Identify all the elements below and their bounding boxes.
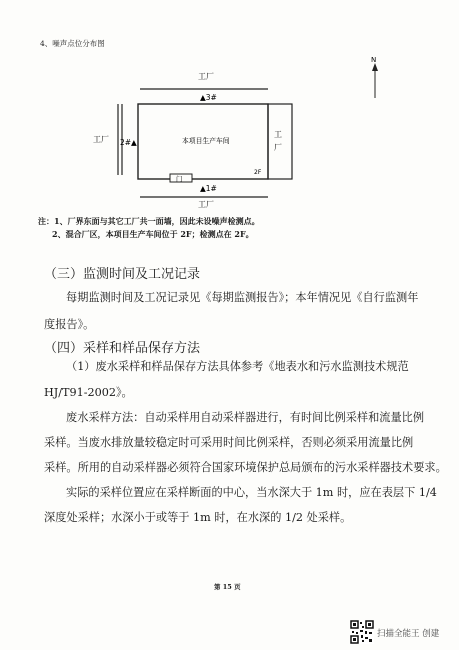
floor-2f-label: 2F <box>254 169 262 176</box>
section-3-title: （三）监测时间及工况记录 <box>44 267 201 282</box>
note-line-1: 注：1、厂界东面与其它工厂共一面墙，因此未设噪声检测点。 <box>38 216 260 226</box>
north-arrow-head <box>372 63 378 71</box>
section-4-title: （四）采样和样品保存方法 <box>44 341 201 356</box>
gate-label: 门 <box>176 175 183 183</box>
building-label: 本项目生产车间 <box>182 137 230 145</box>
factory-bottom-label: 工厂 <box>198 200 214 209</box>
section-4-para-3-line-2: 深度处采样；水深小于或等于 1m 时，在水深的 1/2 处采样。 <box>44 511 352 524</box>
section-4-para-3-line-1: 实际的采样位置应在采样断面的中心，当水深大于 1m 时，应在表层下 1/4 <box>66 486 437 499</box>
section-4-para-1-line-2: HJ/T91-2002》。 <box>44 386 133 399</box>
right-factory-box <box>268 104 292 179</box>
section-3-para-line-2: 度报告》。 <box>44 318 95 331</box>
factory-right-label-2: 厂 <box>274 143 282 152</box>
section-4-para-2-line-1: 废水采样方法：自动采样用自动采样器进行，有时间比例采样和流量比例 <box>66 411 425 424</box>
factory-left-label: 工厂 <box>93 135 109 144</box>
north-label: N <box>371 56 377 64</box>
section-heading: 4、噪声点位分布图 <box>40 39 105 48</box>
monitoring-point-3: ▲3# <box>200 93 217 102</box>
section-3-para-line-1: 每期监测时间及工况记录见《每期监测报告》；本年情况见《自行监测年 <box>66 291 419 304</box>
page-number: 第 15 页 <box>214 583 241 591</box>
scanner-watermark: 扫描全能王 创建 <box>377 629 440 639</box>
monitoring-point-1: ▲1# <box>200 184 217 193</box>
note-line-2: 2、混合厂区，本项目生产车间位于 2F；检测点在 2F。 <box>52 229 254 239</box>
factory-top-label: 工厂 <box>198 72 214 81</box>
section-4-para-1-line-1: （1）废水采样和样品保存方法具体参考《地表水和污水监测技术规范 <box>66 360 409 373</box>
monitoring-point-2: 2#▲ <box>120 138 137 147</box>
factory-right-label-1: 工 <box>274 130 282 139</box>
qr-code-icon <box>350 620 374 644</box>
section-4-para-2-line-3: 采样。所用的自动采样器必须符合国家环境保护总局颁布的污水采样器技术要求。 <box>44 461 447 474</box>
noise-point-distribution-diagram <box>0 0 459 240</box>
section-4-para-2-line-2: 采样。当废水排放量较稳定时可采用时间比例采样，否则必须采用流量比例 <box>44 436 414 449</box>
